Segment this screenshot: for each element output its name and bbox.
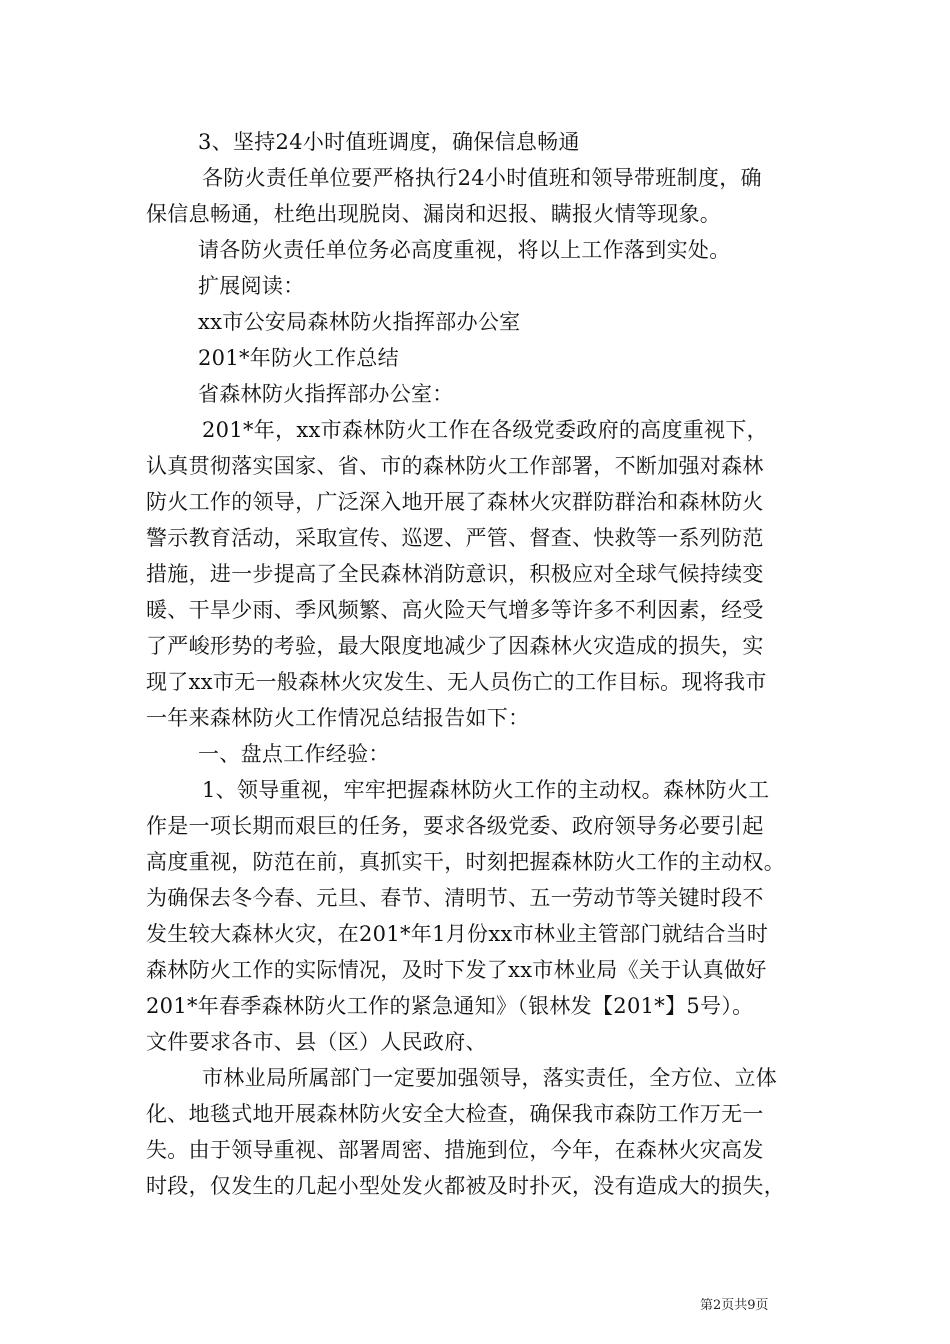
text-line: xx市公安局森林防火指挥部办公室 xyxy=(198,310,521,334)
text-line: 201*年春季森林防火工作的紧急通知》（银林发【201*】5号）。 xyxy=(146,994,754,1018)
text-line: 各防火责任单位要严格执行24小时值班和领导带班制度，确 xyxy=(202,166,762,190)
text-line: 201*年，xx市森林防火工作在各级党委政府的高度重视下， xyxy=(202,418,768,442)
text-line: 为确保去冬今春、元旦、春节、清明节、五一劳动节等关键时段不 xyxy=(146,886,764,910)
text-line: 失。由于领导重视、部署周密、措施到位，今年，在森林火灾高发 xyxy=(146,1138,764,1162)
text-line: 认真贯彻落实国家、省、市的森林防火工作部署，不断加强对森林 xyxy=(146,454,764,478)
text-line: 201*年防火工作总结 xyxy=(198,346,399,370)
text-line: 一年来森林防火工作情况总结报告如下： xyxy=(146,706,530,730)
text-line: 发生较大森林火灾，在201*年1月份xx市林业主管部门就结合当时 xyxy=(146,922,769,946)
text-line: 了严峻形势的考验，最大限度地减少了因森林火灾造成的损失，实 xyxy=(146,634,764,658)
text-line: 防火工作的领导，广泛深入地开展了森林火灾群防群治和森林防火 xyxy=(146,490,764,514)
text-line: 化、地毯式地开展森林防火安全大检查，确保我市森防工作万无一 xyxy=(146,1102,764,1126)
document-body xyxy=(146,124,826,1204)
text-line: 现了xx市无一般森林火灾发生、无人员伤亡的工作目标。现将我市 xyxy=(146,670,767,694)
text-line: 省森林防火指挥部办公室： xyxy=(198,382,454,406)
text-line: 保信息畅通，杜绝出现脱岗、漏岗和迟报、瞒报火情等现象。 xyxy=(146,202,722,226)
text-line: 请各防火责任单位务必高度重视，将以上工作落到实处。 xyxy=(198,238,731,262)
text-line: 市林业局所属部门一定要加强领导，落实责任，全方位、立体 xyxy=(202,1066,778,1090)
text-line: 3、坚持24小时值班调度，确保信息畅通 xyxy=(198,130,580,154)
text-line: 措施，进一步提高了全民森林消防意识，积极应对全球气候持续变 xyxy=(146,562,764,586)
text-line: 作是一项长期而艰巨的任务，要求各级党委、政府领导务必要引起 xyxy=(146,814,764,838)
page-number: 第2页共9页 xyxy=(700,1298,769,1313)
text-line: 扩展阅读： xyxy=(198,274,305,298)
text-line: 文件要求各市、县（区）人民政府、 xyxy=(146,1030,487,1054)
text-line: 森林防火工作的实际情况，及时下发了xx市林业局《关于认真做好 xyxy=(146,958,767,982)
text-line: 1、领导重视，牢牢把握森林防火工作的主动权。森林防火工 xyxy=(202,778,770,802)
text-line: 一、盘点工作经验： xyxy=(198,742,390,766)
text-line: 高度重视，防范在前，真抓实干，时刻把握森林防火工作的主动权。 xyxy=(146,850,785,874)
text-line: 暖、干旱少雨、季风频繁、高火险天气增多等许多不利因素，经受 xyxy=(146,598,764,622)
text-line: 警示教育活动，采取宣传、巡逻、严管、督查、快救等一系列防范 xyxy=(146,526,764,550)
text-line: 时段，仅发生的几起小型处发火都被及时扑灭，没有造成大的损失， xyxy=(146,1174,785,1198)
